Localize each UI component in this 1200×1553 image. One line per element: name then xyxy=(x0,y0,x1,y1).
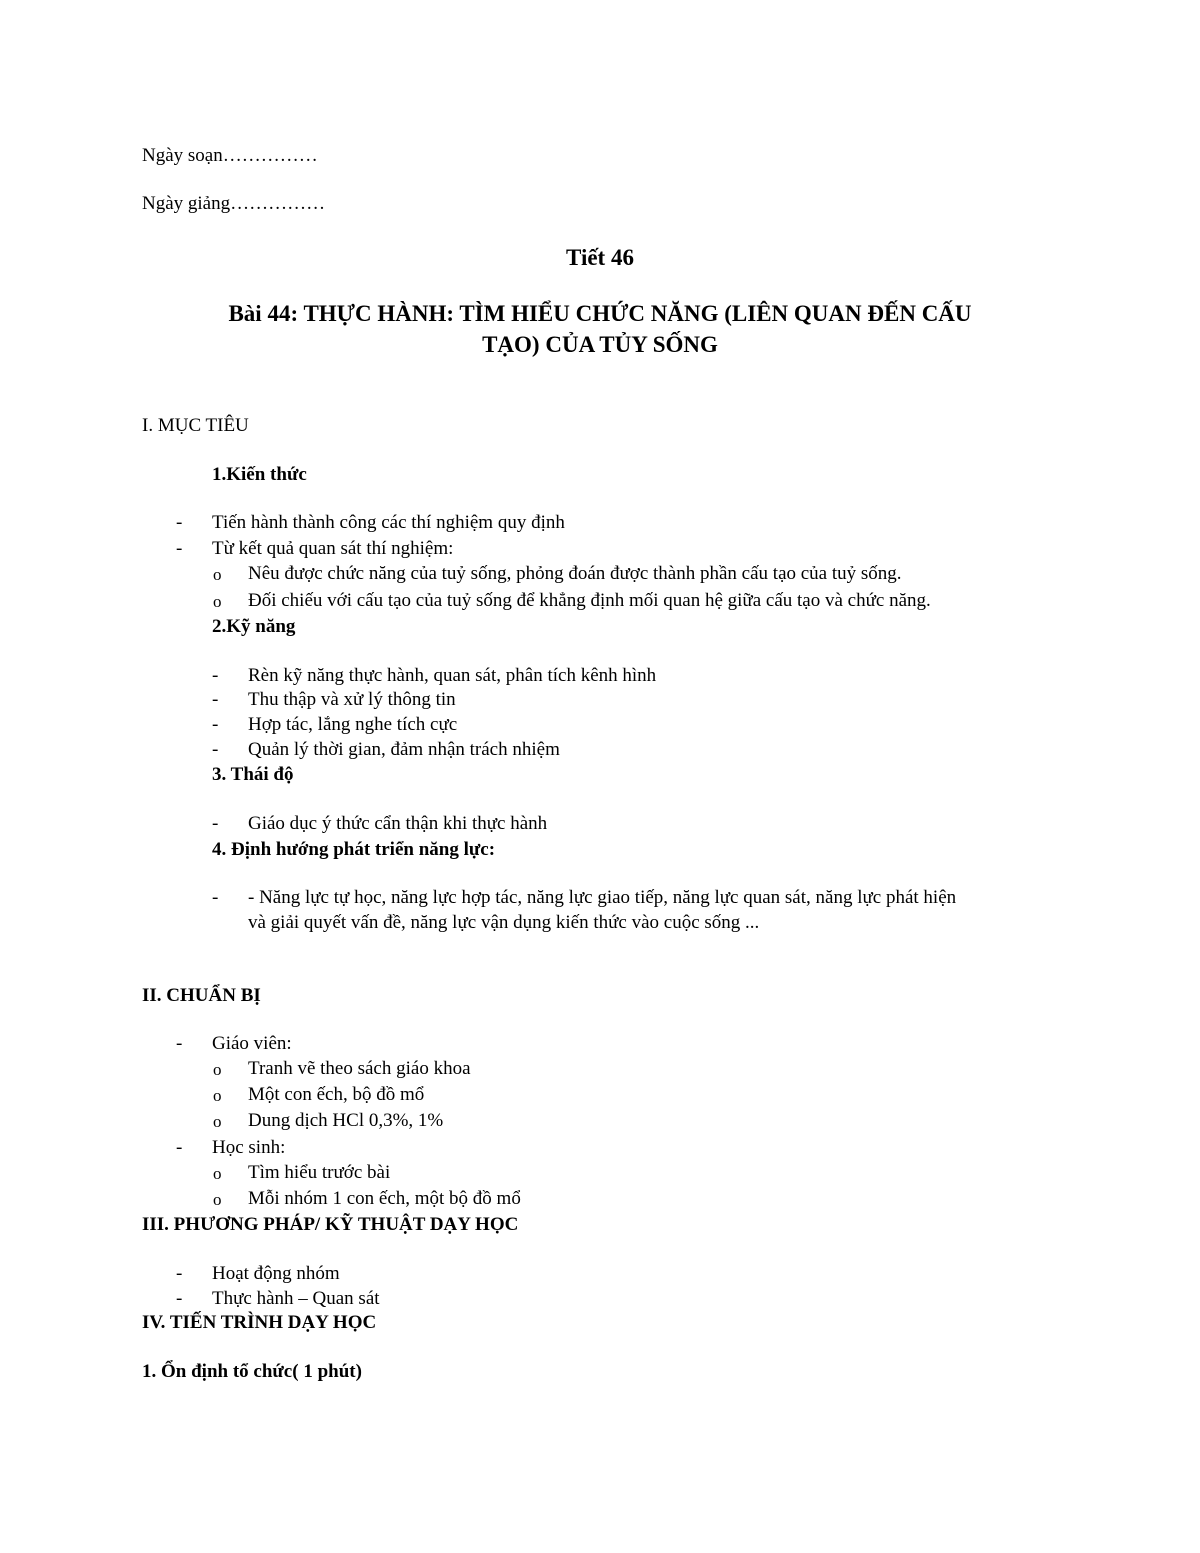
knowledge-heading: 1.Kiến thức xyxy=(212,464,307,485)
section-objectives-heading: I. MỤC TIÊU xyxy=(142,415,249,436)
process-step-1-heading: 1. Ổn định tổ chức( 1 phút) xyxy=(142,1361,362,1382)
list-item: Thu thập và xử lý thông tin xyxy=(248,689,456,710)
section-preparation-heading: II. CHUẨN BỊ xyxy=(142,985,261,1006)
teacher-label: Giáo viên: xyxy=(212,1033,292,1054)
sub-list-item: Dung dịch HCl 0,3%, 1% xyxy=(248,1110,444,1131)
sub-list-item: Một con ếch, bộ đồ mổ xyxy=(248,1084,425,1105)
lesson-title-line1: Bài 44: THỰC HÀNH: TÌM HIỂU CHỨC NĂNG (LIÊN QUAN ĐẾN CẤU xyxy=(228,301,972,326)
date-prepared: Ngày soạn…………… xyxy=(142,145,318,166)
list-item: Giáo dục ý thức cẩn thận khi thực hành xyxy=(248,813,548,834)
student-label: Học sinh: xyxy=(212,1137,286,1158)
list-item: Tiến hành thành công các thí nghiệm quy định xyxy=(212,512,565,533)
dash-mark: - xyxy=(176,538,183,559)
bullet-mark: o xyxy=(213,1112,222,1131)
section-methods-heading: III. PHƯƠNG PHÁP/ KỸ THUẬT DẠY HỌC xyxy=(142,1214,519,1235)
attitude-heading: 3. Thái độ xyxy=(212,764,294,785)
bullet-mark: o xyxy=(213,592,222,611)
sub-list-item: Tranh vẽ theo sách giáo khoa xyxy=(248,1058,471,1079)
list-item: Hoạt động nhóm xyxy=(212,1263,340,1284)
sub-list-item: Đối chiếu với cấu tạo của tuỷ sống để khẳng định mối quan hệ giữa cấu tạo và chức năng. xyxy=(248,590,931,611)
sub-list-item: Tìm hiểu trước bài xyxy=(248,1162,391,1183)
list-item: Quản lý thời gian, đảm nhận trách nhiệm xyxy=(248,739,560,760)
list-item: Từ kết quả quan sát thí nghiệm: xyxy=(212,538,454,559)
sub-list-item: Mỗi nhóm 1 con ếch, một bộ đồ mổ xyxy=(248,1188,521,1209)
dash-mark: - xyxy=(176,1033,183,1054)
list-item: Hợp tác, lắng nghe tích cực xyxy=(248,714,458,735)
dash-mark: - xyxy=(212,739,219,760)
dash-mark: - xyxy=(212,714,219,735)
competency-text-line1: - Năng lực tự học, năng lực hợp tác, năng lực giao tiếp, năng lực quan sát, năng lực phát hiện xyxy=(248,887,957,908)
dash-mark: - xyxy=(212,887,219,908)
bullet-mark: o xyxy=(213,1164,222,1183)
dash-mark: - xyxy=(212,665,219,686)
dash-mark: - xyxy=(176,1288,183,1309)
lesson-title-line2: TẠO) CỦA TỦY SỐNG xyxy=(482,332,718,357)
bullet-mark: o xyxy=(213,1060,222,1079)
bullet-mark: o xyxy=(213,565,222,584)
skills-heading: 2.Kỹ năng xyxy=(212,616,296,637)
date-taught: Ngày giảng…………… xyxy=(142,193,326,214)
sub-list-item: Nêu được chức năng của tuỷ sống, phỏng đoán được thành phần cấu tạo của tuỷ sống. xyxy=(248,563,902,584)
list-item: Rèn kỹ năng thực hành, quan sát, phân tích kênh hình xyxy=(248,665,657,686)
competency-text-line2: và giải quyết vấn đề, năng lực vận dụng kiến thức vào cuộc sống ... xyxy=(248,912,760,933)
dash-mark: - xyxy=(176,1137,183,1158)
list-item: Thực hành – Quan sát xyxy=(212,1288,380,1309)
bullet-mark: o xyxy=(213,1190,222,1209)
competency-heading: 4. Định hướng phát triển năng lực: xyxy=(212,839,496,860)
dash-mark: - xyxy=(176,1263,183,1284)
dash-mark: - xyxy=(176,512,183,533)
dash-mark: - xyxy=(212,813,219,834)
dash-mark: - xyxy=(212,689,219,710)
period-title: Tiết 46 xyxy=(566,245,634,270)
bullet-mark: o xyxy=(213,1086,222,1105)
section-process-heading: IV. TIẾN TRÌNH DẠY HỌC xyxy=(142,1312,377,1333)
